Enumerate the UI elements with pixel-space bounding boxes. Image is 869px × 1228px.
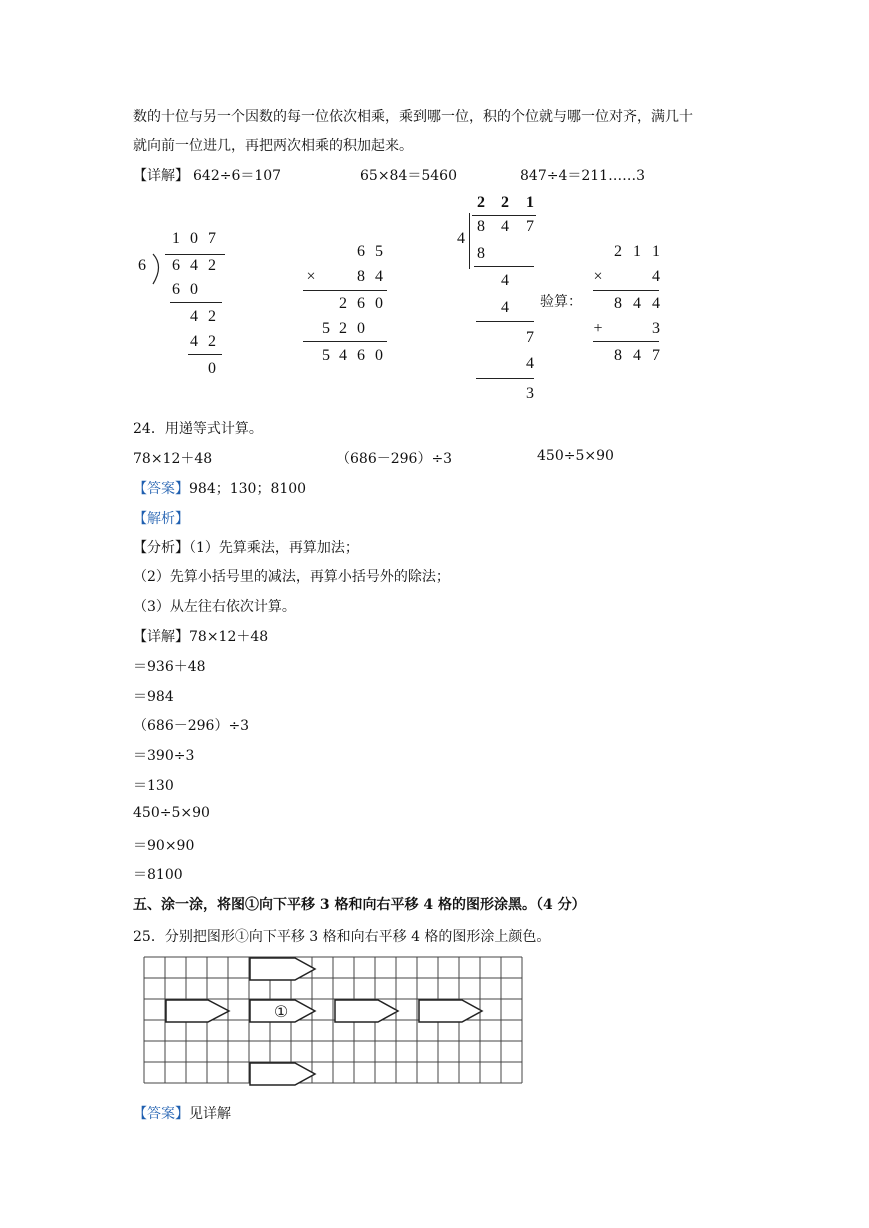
fenxi-tag: 【分析】: [133, 540, 189, 556]
chk-line-1: [593, 290, 659, 291]
fenxi-3: （3）从左往右依次计算。: [133, 599, 296, 615]
detail-tag: 【详解】: [133, 629, 189, 645]
ld2-d-2: 4: [501, 218, 509, 235]
check-label: 验算：: [540, 294, 582, 310]
q24-problem-2: （686－296）÷3: [336, 451, 453, 467]
mul-r-2: 4: [339, 347, 347, 364]
ld1-line-2: [170, 302, 222, 303]
chk-p-3: 4: [652, 295, 660, 312]
ld1-line-3: [188, 354, 222, 355]
ld1-d-2: 4: [190, 257, 198, 274]
ld2-d-3: 7: [526, 218, 534, 235]
ld1-bracket: [150, 252, 168, 286]
ld1-q-1: 1: [172, 230, 180, 247]
section-5-title: 五、涂一涂，将图①向下平移 3 格和向右平移 4 格的图形涂黑。（4 分）: [133, 897, 586, 913]
mul-p2-2: 2: [339, 320, 347, 337]
chk-s-1: 8: [614, 347, 622, 364]
translation-grid: [140, 954, 530, 1092]
mul-bot-1: 8: [357, 268, 365, 285]
chk-top-2: 1: [633, 243, 641, 260]
q25-answer-tag: 【答案】: [133, 1106, 189, 1122]
q23-eq-2: 65×84＝5460: [360, 168, 457, 184]
ld2-s-3: 4: [501, 299, 509, 316]
mul-p2-1: 5: [322, 320, 330, 337]
mul-top-1: 6: [357, 243, 365, 260]
ld1-s3-1: 4: [190, 333, 198, 350]
mul-r-1: 5: [322, 347, 330, 364]
chk-top-1: 2: [614, 243, 622, 260]
detail-step-8: ＝8100: [133, 867, 183, 883]
fenxi-line-1: [133, 537, 359, 557]
q24-problem-1: 78×12＋48: [133, 451, 213, 467]
ld1-s2-2: 2: [208, 308, 216, 325]
chk-sign-1: ×: [593, 268, 603, 285]
mul-line-1: [303, 290, 387, 291]
q25-answer-line: [133, 1103, 231, 1123]
mul-top-2: 5: [375, 243, 383, 260]
mul-r-4: 0: [375, 347, 383, 364]
ld1-d-3: 2: [208, 257, 216, 274]
ld1-remainder: 0: [208, 360, 216, 377]
ld2-s-5: 4: [526, 355, 534, 372]
ld1-s2-1: 4: [190, 308, 198, 325]
fenxi-1: （1）先算乘法，再算加法；: [189, 540, 359, 556]
intro-line-1: 数的十位与另一个因数的每一位依次相乘，乘到哪一位，积的个位就与哪一位对齐，满几十: [133, 109, 693, 125]
detail-step-3: （686－296）÷3: [133, 718, 250, 734]
mul-p1-1: 2: [339, 295, 347, 312]
arrow-shape-left: [166, 1000, 229, 1022]
q24-answer-line: [133, 478, 306, 498]
ld2-d-1: 8: [477, 218, 485, 235]
q24-title: 24．用递等式计算。: [133, 421, 263, 437]
ld1-d-1: 6: [172, 257, 180, 274]
intro-line-2: 就向前一位进几，再把两次相乘的积加起来。: [133, 138, 413, 154]
analysis-tag: 【解析】: [133, 511, 189, 527]
answer-tag: 【答案】: [133, 481, 189, 497]
arrow-shape-down: [250, 1063, 315, 1085]
detail-step-4: ＝390÷3: [133, 748, 195, 764]
ld1-q-3: 7: [208, 230, 216, 247]
mul-line-2: [303, 341, 387, 342]
ld1-divisor: 6: [138, 257, 146, 274]
chk-s-2: 4: [633, 347, 641, 364]
ld2-line-3: [476, 378, 534, 379]
chk-add: 3: [652, 320, 660, 337]
q23-eq-1: 642÷6＝107: [193, 168, 282, 184]
ld2-remainder: 3: [526, 385, 534, 402]
q23-detail-label: 【详解】: [133, 168, 189, 184]
ld2-s-2: 4: [501, 272, 509, 289]
arrow-shape-right-1: [335, 1000, 398, 1022]
ld1-s3-2: 2: [208, 333, 216, 350]
ld2-q-2: 2: [501, 194, 509, 211]
ld1-q-2: 0: [190, 230, 198, 247]
chk-mult: 4: [652, 268, 660, 285]
mul-bot-2: 4: [375, 268, 383, 285]
ld2-q-3: 1: [526, 194, 534, 211]
chk-line-2: [593, 341, 659, 342]
arrow-shape-up: [250, 958, 315, 980]
chk-sign-2: +: [593, 320, 603, 337]
q23-eq-3: 847÷4＝211……3: [520, 168, 645, 184]
detail-step-0: 78×12＋48: [189, 629, 269, 645]
arrow-shape-right-2: [419, 1000, 482, 1022]
q24-problem-3: 450÷5×90: [537, 448, 614, 464]
ld1-s1-1: 6: [172, 281, 180, 298]
ld1-top-line: [165, 254, 225, 255]
ld2-top-line: [472, 215, 536, 216]
mul-p1-3: 0: [375, 295, 383, 312]
detail-step-7: ＝90×90: [133, 838, 195, 854]
q24-answer: 984；130；8100: [189, 481, 307, 497]
chk-top-3: 1: [652, 243, 660, 260]
mul-p2-3: 0: [357, 320, 365, 337]
q25-answer: 见详解: [189, 1106, 231, 1122]
detail-step-5: ＝130: [133, 778, 174, 794]
mul-sign: ×: [306, 268, 316, 285]
detail-step-6: 450÷5×90: [133, 805, 210, 821]
ld2-bracket: [469, 213, 470, 269]
ld2-line-1: [474, 266, 534, 267]
chk-p-2: 4: [633, 295, 641, 312]
ld2-s-1: 8: [477, 245, 485, 262]
ld2-s-4: 7: [526, 329, 534, 346]
mul-r-3: 6: [357, 347, 365, 364]
ld1-s1-2: 0: [190, 281, 198, 298]
ld2-divisor: 4: [457, 230, 465, 247]
ld2-q-1: 2: [477, 194, 485, 211]
q25-title: 25．分别把图形①向下平移 3 格和向右平移 4 格的图形涂上颜色。: [133, 929, 551, 945]
mul-p1-2: 6: [357, 295, 365, 312]
detail-line: [133, 626, 268, 646]
chk-p-1: 8: [614, 295, 622, 312]
detail-step-1: ＝936＋48: [133, 659, 206, 675]
chk-s-3: 7: [652, 347, 660, 364]
detail-step-2: ＝984: [133, 689, 174, 705]
ld2-line-2: [476, 321, 534, 322]
fenxi-2: （2）先算小括号里的减法，再算小括号外的除法；: [133, 569, 450, 585]
shape-label: ①: [273, 1002, 289, 1021]
